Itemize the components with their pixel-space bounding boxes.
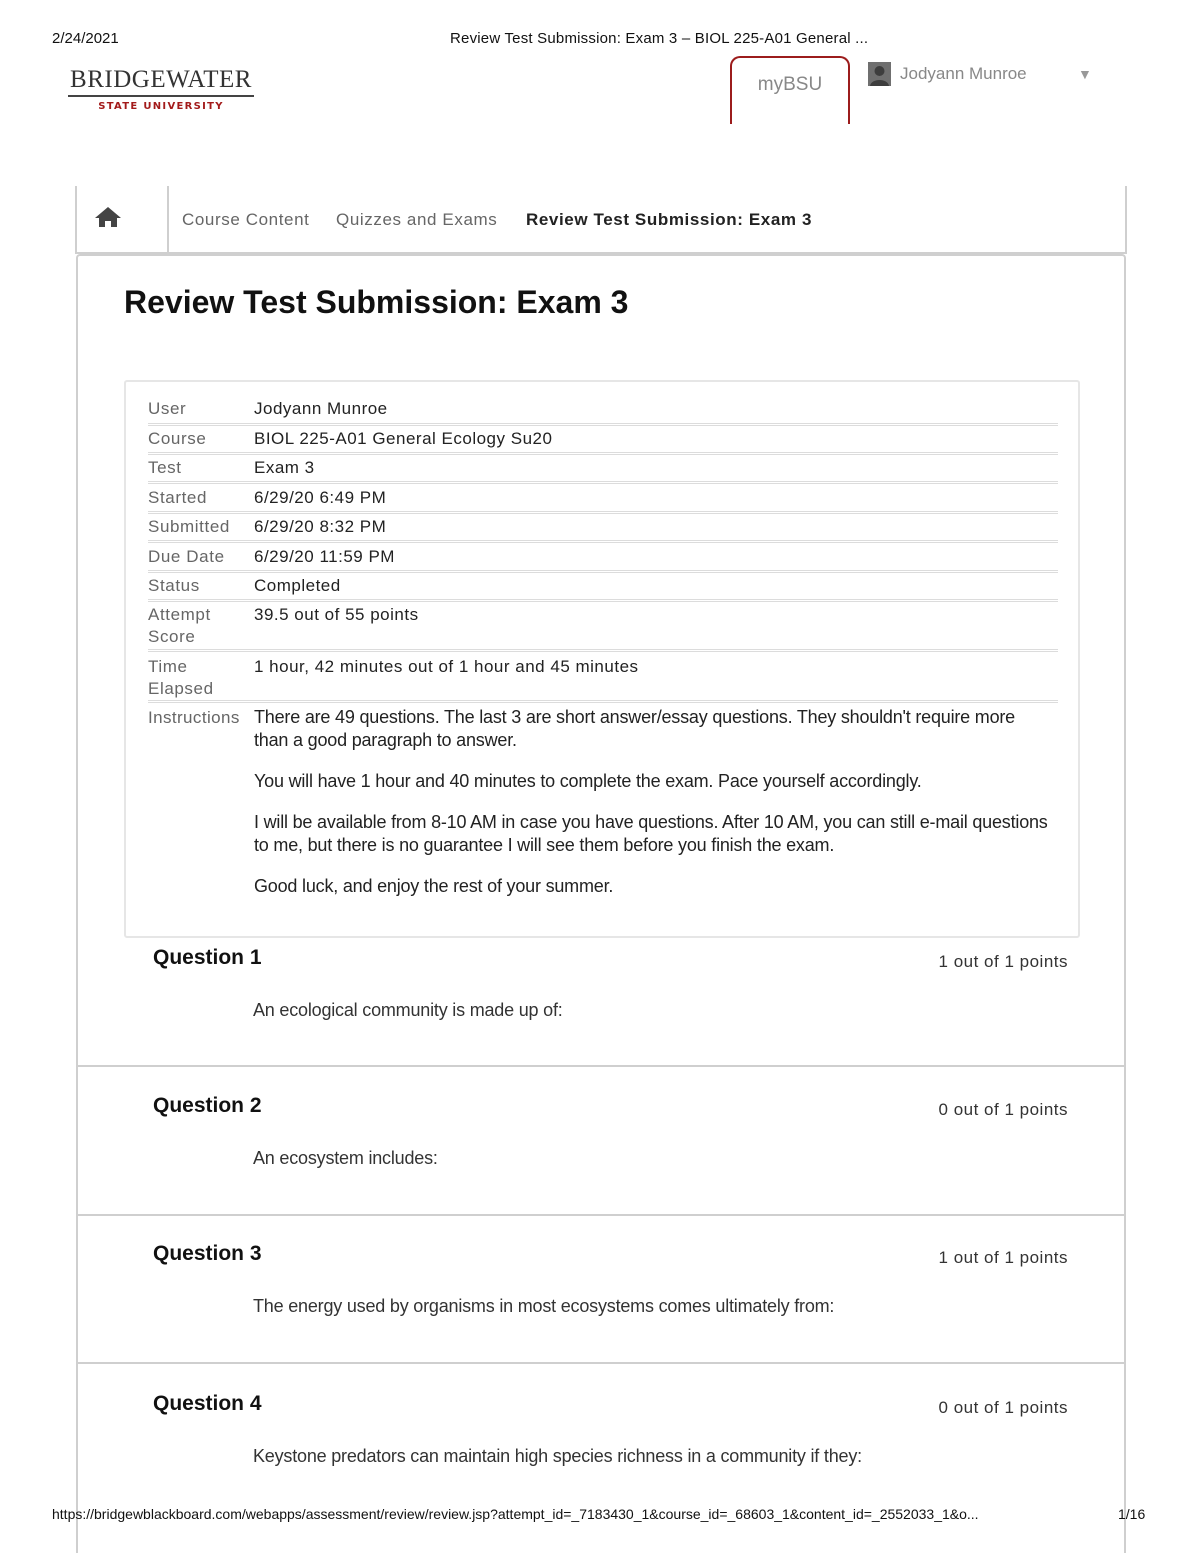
home-icon bbox=[94, 206, 122, 228]
instructions-paragraph: Good luck, and enjoy the rest of your summer. bbox=[254, 876, 614, 896]
user-name: Jodyann Munroe bbox=[900, 64, 1027, 83]
detail-row-status bbox=[148, 575, 1058, 602]
instructions-paragraph: I will be available from 8-10 AM in case you have questions. After 10 AM, you can still e-mail questions to me, but there is no guarantee I will see them before you finish the exam. bbox=[254, 812, 1048, 855]
breadcrumb bbox=[75, 186, 1127, 254]
breadcrumb-quizzes-and-exams[interactable]: Quizzes and Exams bbox=[336, 210, 498, 229]
detail-value: 6/29/20 6:49 PM bbox=[254, 488, 387, 507]
instructions-paragraph: You will have 1 hour and 40 minutes to complete the exam. Pace yourself accordingly. bbox=[254, 771, 922, 791]
chevron-down-icon[interactable]: ▼ bbox=[1078, 66, 1092, 82]
detail-value: 39.5 out of 55 points bbox=[254, 605, 419, 624]
detail-label: Test bbox=[148, 458, 182, 477]
detail-row-submitted bbox=[148, 516, 1058, 543]
user-avatar-icon bbox=[868, 62, 891, 86]
logo-subtitle: STATE UNIVERSITY bbox=[98, 101, 224, 112]
question-text: An ecosystem includes: bbox=[253, 1148, 438, 1168]
question-title: Question 1 bbox=[153, 946, 262, 969]
detail-row-user bbox=[148, 398, 1058, 426]
detail-value: Completed bbox=[254, 576, 341, 595]
detail-label: User bbox=[148, 399, 187, 418]
detail-row-test bbox=[148, 457, 1058, 484]
detail-label: Due Date bbox=[148, 547, 225, 566]
question-points: 1 out of 1 points bbox=[938, 952, 1068, 971]
print-url: https://bridgewblackboard.com/webapps/assessment/review/review.jsp?attempt_id=_7183430_1&course_id=_68603_1&content_id=_2552033_1&o... bbox=[52, 1506, 979, 1522]
user-menu[interactable] bbox=[868, 62, 1098, 86]
detail-row-time-elapsed bbox=[148, 656, 1058, 703]
detail-label: Course bbox=[148, 429, 207, 448]
question-text: An ecological community is made up of: bbox=[253, 1000, 563, 1020]
home-button[interactable] bbox=[77, 186, 169, 252]
detail-row-attempt-score bbox=[148, 604, 1058, 652]
detail-row-started bbox=[148, 487, 1058, 514]
question-points: 0 out of 1 points bbox=[938, 1100, 1068, 1119]
page-title: Review Test Submission: Exam 3 bbox=[124, 284, 629, 320]
question-title: Question 3 bbox=[153, 1242, 262, 1265]
breadcrumb-course-content[interactable]: Course Content bbox=[182, 210, 310, 229]
question-divider bbox=[78, 1362, 1124, 1364]
detail-value: 6/29/20 8:32 PM bbox=[254, 517, 387, 536]
submission-details bbox=[124, 380, 1080, 938]
question-text: Keystone predators can maintain high species richness in a community if they: bbox=[253, 1446, 862, 1466]
instructions-paragraph: There are 49 questions. The last 3 are short answer/essay questions. They shouldn't require more than a good paragraph to answer. bbox=[254, 707, 1015, 750]
detail-value: 1 hour, 42 minutes out of 1 hour and 45 minutes bbox=[254, 657, 639, 676]
university-logo[interactable] bbox=[66, 66, 256, 112]
detail-label: Attempt Score bbox=[148, 605, 211, 646]
detail-label: Status bbox=[148, 576, 200, 595]
question-points: 1 out of 1 points bbox=[938, 1248, 1068, 1267]
detail-label: Submitted bbox=[148, 517, 230, 536]
question-points: 0 out of 1 points bbox=[938, 1398, 1068, 1417]
detail-row-due-date bbox=[148, 546, 1058, 573]
detail-label: Time Elapsed bbox=[148, 657, 214, 698]
instructions-text bbox=[254, 706, 1054, 916]
question-text: The energy used by organisms in most ecosystems comes ultimately from: bbox=[253, 1296, 835, 1316]
detail-row-course bbox=[148, 428, 1058, 455]
detail-value: BIOL 225-A01 General Ecology Su20 bbox=[254, 429, 553, 448]
question-title: Question 4 bbox=[153, 1392, 262, 1415]
print-page-number: 1/16 bbox=[1118, 1506, 1146, 1522]
logo-divider bbox=[68, 95, 254, 97]
detail-value: Exam 3 bbox=[254, 458, 315, 477]
mybsu-tab[interactable]: myBSU bbox=[730, 56, 850, 124]
detail-value: 6/29/20 11:59 PM bbox=[254, 547, 395, 566]
detail-value: Jodyann Munroe bbox=[254, 399, 388, 418]
question-4 bbox=[78, 1392, 1124, 1512]
breadcrumb-current-page: Review Test Submission: Exam 3 bbox=[526, 210, 812, 229]
question-divider bbox=[78, 1214, 1124, 1216]
instructions-label: Instructions bbox=[148, 708, 240, 727]
question-title: Question 2 bbox=[153, 1094, 262, 1117]
question-3 bbox=[78, 1242, 1124, 1362]
question-2 bbox=[78, 1094, 1124, 1214]
detail-label: Started bbox=[148, 488, 208, 507]
logo-name: BRIDGEWATER bbox=[70, 66, 252, 93]
question-divider bbox=[78, 1065, 1124, 1067]
print-date: 2/24/2021 bbox=[52, 30, 119, 47]
print-page-title: Review Test Submission: Exam 3 – BIOL 225-A01 General ... bbox=[450, 30, 869, 47]
content-panel bbox=[76, 254, 1126, 1553]
question-1 bbox=[78, 946, 1124, 1066]
